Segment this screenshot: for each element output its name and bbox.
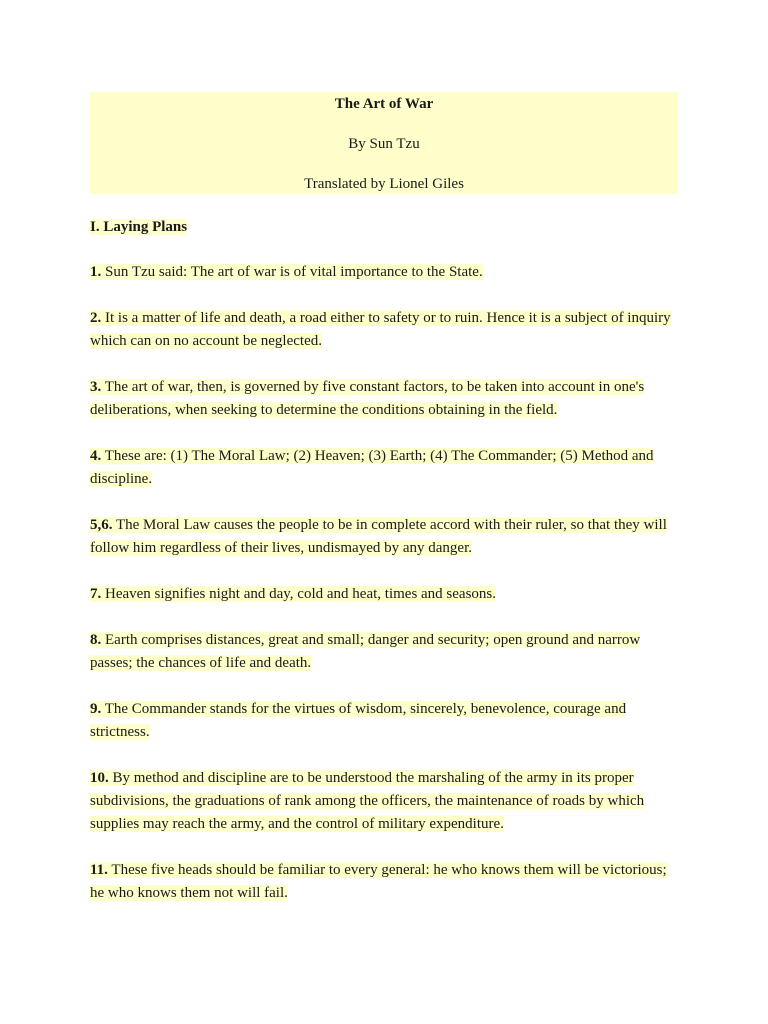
verse-number: 9. bbox=[90, 701, 102, 717]
verse-text: By method and discipline are to be understood the marshaling of the army in its proper subdivisions, the graduations of rank among the officers, the maintenance of roads by which supplies may reach the army, and the control of military expenditure. bbox=[90, 770, 645, 832]
verse-10 bbox=[90, 767, 678, 836]
verse-number: 3. bbox=[90, 379, 102, 395]
verse-text: These five heads should be familiar to every general: he who knows them will be victorious; he who knows them not will fail. bbox=[90, 862, 667, 901]
verse-number: 8. bbox=[90, 632, 102, 648]
verse-number: 11. bbox=[90, 862, 108, 878]
verse-3 bbox=[90, 376, 678, 422]
verse-8 bbox=[90, 629, 678, 675]
verse-text: The Moral Law causes the people to be in complete accord with their ruler, so that they will follow him regardless of their lives, undismayed by any danger. bbox=[90, 517, 667, 556]
verse-text: The Commander stands for the virtues of wisdom, sincerely, benevolence, courage and strictness. bbox=[90, 701, 627, 740]
verse-4 bbox=[90, 445, 678, 491]
verse-5-6 bbox=[90, 514, 678, 560]
verse-text: The art of war, then, is governed by five constant factors, to be taken into account in one's deliberations, when seeking to determine the conditions obtaining in the field. bbox=[90, 379, 645, 418]
verse-number: 4. bbox=[90, 448, 102, 464]
verse-number: 7. bbox=[90, 586, 102, 602]
title-block bbox=[90, 92, 678, 194]
document-page bbox=[90, 92, 678, 905]
verse-2 bbox=[90, 307, 678, 353]
chapter-heading-text: I. Laying Plans bbox=[90, 219, 188, 235]
verse-7 bbox=[90, 583, 678, 606]
verse-9 bbox=[90, 698, 678, 744]
verse-text: Earth comprises distances, great and small; danger and security; open ground and narrow passes; the chances of life and death. bbox=[90, 632, 641, 671]
verse-number: 1. bbox=[90, 264, 102, 280]
verse-list bbox=[90, 261, 678, 905]
verse-number: 10. bbox=[90, 770, 109, 786]
verse-number: 5,6. bbox=[90, 517, 113, 533]
document-author: By Sun Tzu bbox=[348, 136, 420, 152]
verse-text: Heaven signifies night and day, cold and heat, times and seasons. bbox=[101, 586, 497, 602]
verse-1 bbox=[90, 261, 678, 284]
verse-number: 2. bbox=[90, 310, 102, 326]
document-translator: Translated by Lionel Giles bbox=[304, 176, 464, 192]
verse-11 bbox=[90, 859, 678, 905]
verse-text: These are: (1) The Moral Law; (2) Heaven; (3) Earth; (4) The Commander; (5) Method and discipline. bbox=[90, 448, 654, 487]
document-title: The Art of War bbox=[334, 96, 434, 112]
verse-text: Sun Tzu said: The art of war is of vital importance to the State. bbox=[101, 264, 483, 280]
chapter-heading bbox=[90, 216, 678, 238]
verse-text: It is a matter of life and death, a road either to safety or to ruin. Hence it is a subject of inquiry which can on no account be neglected. bbox=[90, 310, 671, 349]
